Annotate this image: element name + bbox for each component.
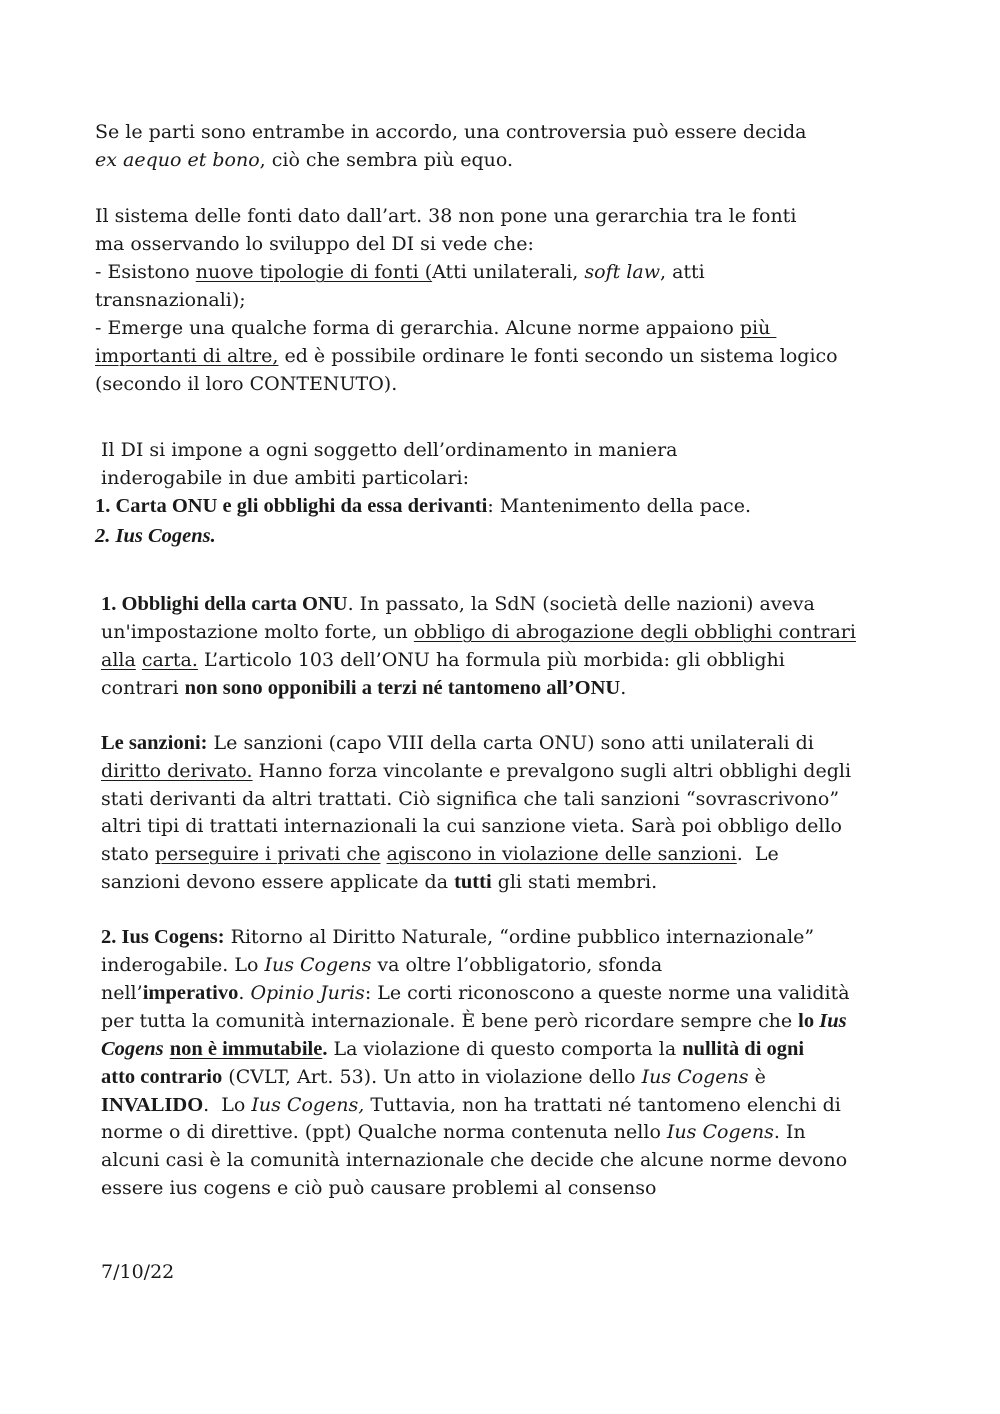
p5-line-6: sanzioni devono essere applicate da tutti gli stati membri.	[101, 871, 658, 893]
p2-line-7: (secondo il loro CONTENUTO).	[95, 373, 398, 395]
p3-line-4: 2. Ius Cogens.	[95, 525, 216, 547]
p3-line-3: 1. Carta ONU e gli obblighi da essa derivanti: Mantenimento della pace.	[95, 495, 751, 517]
p1-line-1: Se le parti sono entrambe in accordo, una controversia può essere decida	[95, 121, 807, 143]
p6-line-6: atto contrario (CVLT, Art. 53). Un atto in violazione dello Ius Cogens è	[101, 1066, 766, 1088]
p2-line-5: - Emerge una qualche forma di gerarchia. Alcune norme appaiono più	[95, 317, 777, 339]
p6-line-7: INVALIDO. Lo Ius Cogens, Tuttavia, non ha trattati né tantomeno elenchi di	[101, 1094, 841, 1116]
p3-line-1: Il DI si impone a ogni soggetto dell’ordinamento in maniera	[101, 439, 678, 461]
p6-line-5: Cogens non è immutabile. La violazione di questo comporta la nullità di ogni	[101, 1038, 805, 1060]
p5-line-4: altri tipi di trattati internazionali la cui sanzione vieta. Sarà poi obbligo dello	[101, 815, 842, 837]
p2-line-3: - Esistono nuove tipologie di fonti (Atti unilaterali, soft law, atti	[95, 261, 705, 283]
p5-line-1: Le sanzioni: Le sanzioni (capo VIII della carta ONU) sono atti unilaterali di	[101, 732, 814, 754]
p3-line-2: inderogabile in due ambiti particolari:	[101, 467, 470, 489]
p2-line-4: transnazionali);	[95, 289, 246, 311]
p6-line-10: essere ius cogens e ciò può causare problemi al consenso	[101, 1177, 657, 1199]
p6-line-1: 2. Ius Cogens: Ritorno al Diritto Naturale, “ordine pubblico internazionale”	[101, 926, 815, 948]
p6-line-4: per tutta la comunità internazionale. È bene però ricordare sempre che lo Ius	[101, 1010, 847, 1032]
p5-line-3: stati derivanti da altri trattati. Ciò significa che tali sanzioni “sovrascrivono”	[101, 788, 840, 810]
p6-line-3: nell’imperativo. Opinio Juris: Le corti riconoscono a queste norme una validità	[101, 982, 850, 1004]
p1-line-2: ex aequo et bono, ciò che sembra più equo.	[95, 149, 514, 171]
p4-line-4: contrari non sono opponibili a terzi né tantomeno all’ONU.	[101, 677, 627, 699]
p4-line-1: 1. Obblighi della carta ONU. In passato, la SdN (società delle nazioni) aveva	[101, 593, 815, 615]
p5-line-2: diritto derivato. Hanno forza vincolante e prevalgono sugli altri obblighi degli	[101, 760, 852, 782]
p5-line-5: stato perseguire i privati che agiscono in violazione delle sanzioni. Le	[101, 843, 779, 865]
p6-line-8: norme o di direttive. (ppt) Qualche norma contenuta nello Ius Cogens. In	[101, 1121, 806, 1143]
p6-line-2: inderogabile. Lo Ius Cogens va oltre l’obbligatorio, sfonda	[101, 954, 663, 976]
p6-line-9: alcuni casi è la comunità internazionale che decide che alcune norme devono	[101, 1149, 848, 1171]
date-heading: 7/10/22	[101, 1261, 175, 1283]
p4-line-3: alla carta. L’articolo 103 dell’ONU ha formula più morbida: gli obblighi	[101, 649, 785, 671]
p2-line-6: importanti di altre, ed è possibile ordinare le fonti secondo un sistema logico	[95, 345, 838, 367]
p2-line-1: Il sistema delle fonti dato dall’art. 38 non pone una gerarchia tra le fonti	[95, 205, 797, 227]
p4-line-2: un'impostazione molto forte, un obbligo di abrogazione degli obblighi contrari	[101, 621, 856, 643]
p2-line-2: ma osservando lo sviluppo del DI si vede che:	[95, 233, 534, 255]
